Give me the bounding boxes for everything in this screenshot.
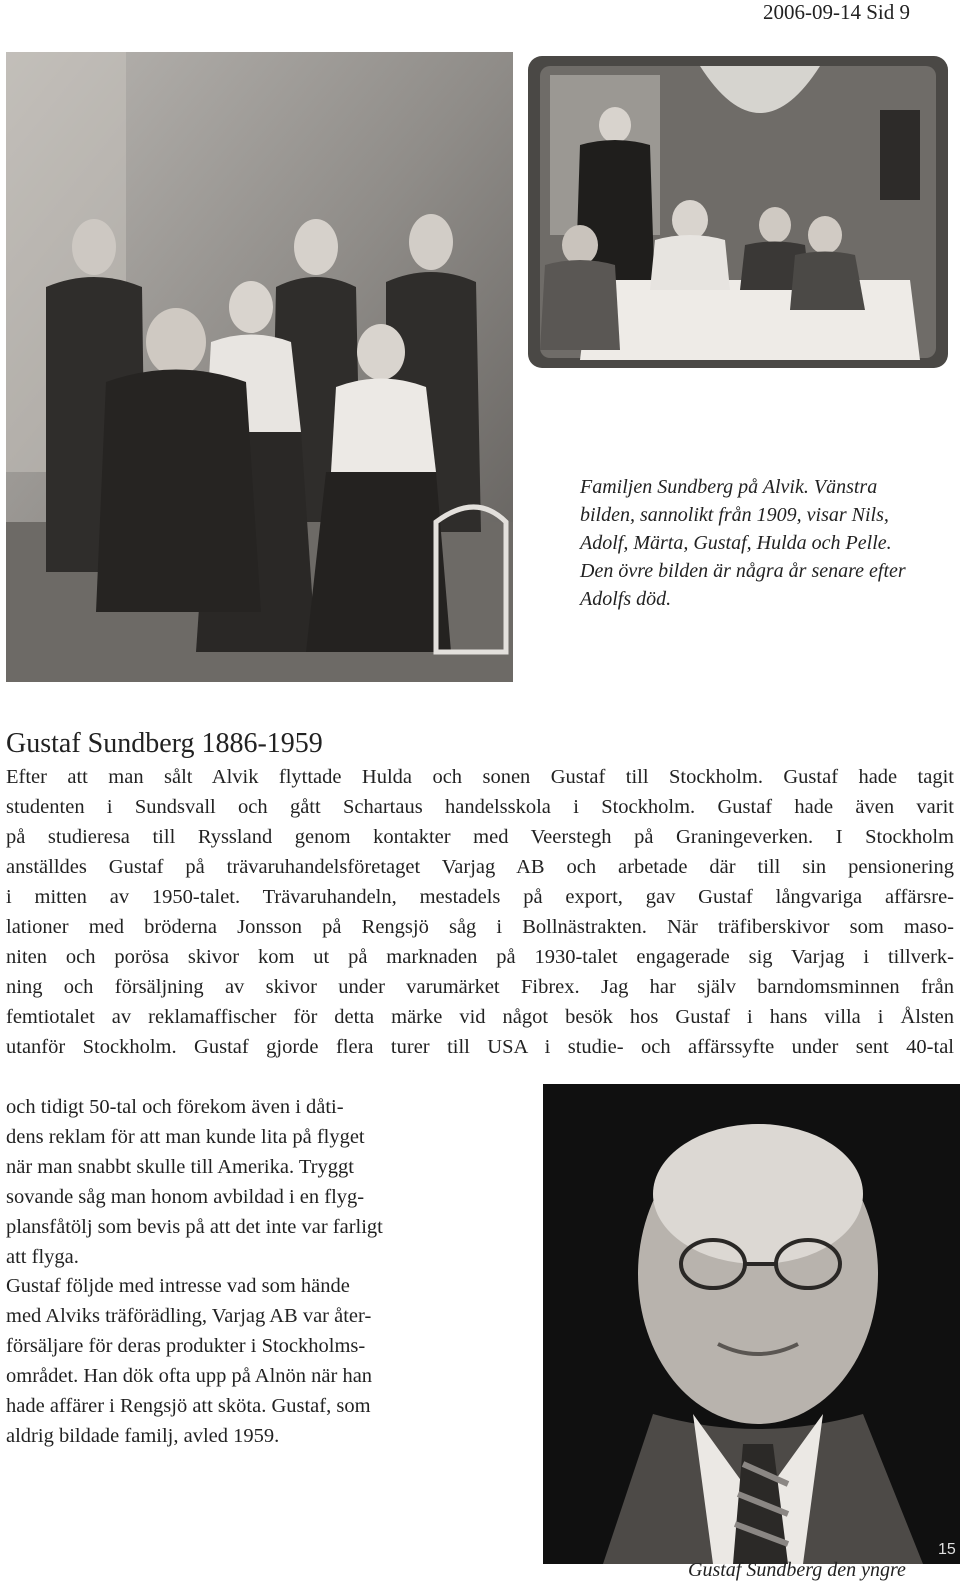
caption-line: Adolfs död. [580,588,672,610]
section-heading: Gustaf Sundberg 1886-1959 [6,728,323,759]
page-header: 2006-09-14 Sid 9 [763,0,910,24]
text-line: och tidigt 50-tal och förekom även i dåti- [6,1096,344,1118]
family-photo-caption [580,473,960,613]
text-line: dens reklam för att man kunde lita på flyget [6,1126,365,1148]
portrait-photo [543,1084,960,1564]
paragraph-left-column [6,1092,471,1272]
text-line: försäljare för deras produkter i Stockholms- [6,1335,366,1357]
text-line: Gustaf följde med intresse vad som hände [6,1275,350,1297]
caption-line: bilden, sannolikt från 1909, visar Nils, [580,504,889,526]
caption-line: Familjen Sundberg på Alvik. Vänstra [580,476,878,498]
text-line: sovande såg man honom avbildad i en flyg- [6,1186,365,1208]
text-line: lationer med bröderna Jonsson på Rengsjö såg i Bollnästrakten. När träfiberskivor som maso- [6,916,954,938]
caption-line: Den övre bilden är några år senare efter [580,560,906,582]
paragraph-full-width [6,762,954,1062]
text-line: anställdes Gustaf på trävaruhandelsföretaget Varjag AB och arbetade där till sin pensionering [6,856,954,878]
text-line: aldrig bildade familj, avled 1959. [6,1425,280,1447]
text-line: femtiotalet av reklamaffischer för detta märke vid något besök hos Gustaf i hans villa i Ålsten [6,1006,954,1028]
text-line: plansfåtölj som bevis på att det inte var farligt [6,1216,383,1238]
text-line: utanför Stockholm. Gustaf gjorde flera turer till USA i studie- och affärssyfte under sent 40-tal [6,1036,954,1058]
dining-photo-illustration [520,50,956,380]
text-line: ning och försäljning av skivor under varumärket Fibrex. Jag har själv barndomsminnen från [6,976,954,998]
portrait-caption: Gustaf Sundberg den yngre [688,1559,906,1581]
text-line: när man snabbt skulle till Amerika. Tryggt [6,1156,354,1178]
text-line: hade affärer i Rengsjö att sköta. Gustaf, som [6,1395,371,1417]
text-line: området. Han dök ofta upp på Alnön när han [6,1365,373,1387]
text-line: Efter att man sålt Alvik flyttade Hulda och sonen Gustaf till Stockholm. Gustaf hade tagit [6,766,954,788]
text-line: studenten i Sundsvall och gått Schartaus handelsskola i Stockholm. Gustaf hade även varit [6,796,954,818]
text-line: att flyga. [6,1246,79,1268]
portrait-photo-illustration [543,1084,960,1564]
dining-room-photo [520,50,956,380]
family-group-photo [6,52,513,682]
negative-number-mark: 15 [938,1541,956,1558]
text-line: på studieresa till Ryssland genom kontakter med Veerstegh på Graningeverken. I Stockholm [6,826,954,848]
text-line: niten och porösa skivor kom ut på marknaden på 1930-talet engagerade sig Varjag i tillverk- [6,946,954,968]
text-line: i mitten av 1950-talet. Trävaruhandeln, mestadels på export, gav Gustaf långvariga affärsre- [6,886,954,908]
text-line: med Alviks träförädling, Varjag AB var åter- [6,1305,372,1327]
caption-line: Adolf, Märta, Gustaf, Hulda och Pelle. [580,532,892,554]
family-photo-illustration [6,52,513,682]
paragraph-left-column-2 [6,1271,471,1451]
